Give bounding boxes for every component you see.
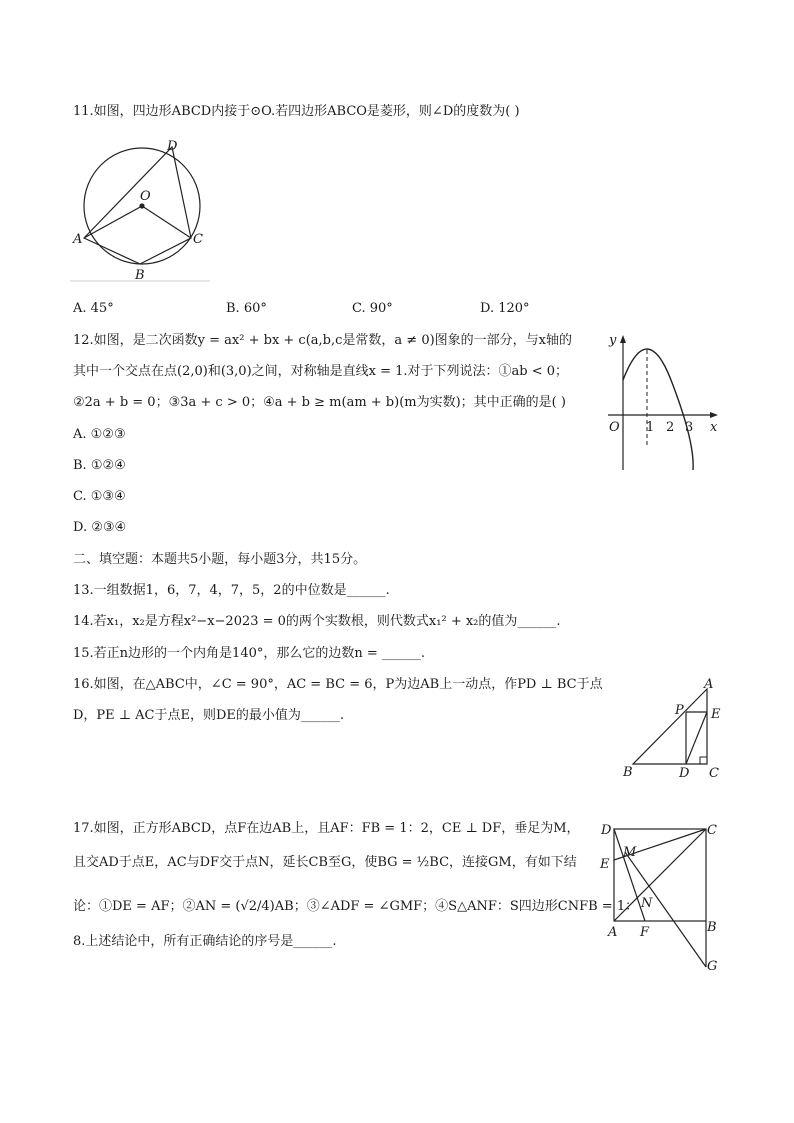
label-b: B: [135, 268, 145, 283]
right-angle-mark: [700, 757, 707, 764]
q14-stem: 14.若x₁，x₂是方程x²−x−2023 = 0的两个实数根，则代数式x₁² + x₂的值为______.: [73, 614, 561, 629]
tick-1: 1: [646, 420, 655, 435]
center-point: [139, 203, 144, 208]
label-m: M: [623, 845, 637, 860]
triangle-abc: [633, 689, 707, 764]
x-axis-arrow: [710, 412, 718, 418]
q17-line2: 且交AD于点E，AC与DF交于点N，延长CB至G，使BG = ½BC，连接GM，有如下结: [73, 855, 577, 870]
y-axis-arrow: [620, 335, 626, 343]
q11-stem: 11.如图，四边形ABCD内接于⊙O.若四边形ABCO是菱形，则∠D的度数为( ): [73, 104, 520, 119]
q12-option-a[interactable]: A. ①②③: [73, 427, 126, 442]
q12-line3: ②2a + b = 0；③3a + c > 0；④a + b ≥ m(am + b)(m为实数)；其中正确的是( ): [73, 395, 566, 410]
q17-line4: 8.上述结论中，所有正确结论的序号是______.: [73, 934, 337, 949]
tick-2: 2: [666, 420, 675, 435]
q12-option-b[interactable]: B. ①②④: [73, 458, 126, 473]
label-e: E: [600, 857, 610, 872]
label-g: G: [707, 959, 718, 973]
label-c: C: [707, 823, 717, 838]
q11-circle-figure: [70, 133, 215, 285]
q13-stem: 13.一组数据1，6，7，4，7，5，2的中位数是______.: [73, 583, 390, 598]
q17-square-figure: [597, 818, 727, 973]
section-2-heading: 二、填空题：本题共5小题，每小题3分，共15分。: [73, 552, 367, 567]
label-origin: O: [609, 420, 620, 435]
q12-line2: 其中一个交点在点(2,0)和(3,0)之间，对称轴是直线x = 1.对于下列说法：①ab < 0；: [73, 364, 569, 379]
q17-line3: 论：①DE = AF；②AN = (√2/4)AB；③∠ADF = ∠GMF；④S△ANF：S四边形CNFB = 1：: [73, 899, 639, 914]
segment-ao: [84, 206, 142, 238]
q15-stem: 15.若正n边形的一个内角是140°，那么它的边数n = ______.: [73, 646, 426, 661]
label-a: A: [704, 677, 714, 692]
label-b: B: [707, 920, 717, 935]
label-o: O: [140, 189, 151, 204]
segment-oc: [142, 206, 191, 238]
label-a: A: [73, 232, 83, 247]
label-c: C: [709, 766, 719, 781]
label-d: D: [167, 139, 178, 154]
q16-triangle-figure: [618, 676, 728, 784]
label-b: B: [623, 765, 633, 780]
tick-3: 3: [685, 420, 694, 435]
label-c: C: [193, 232, 203, 247]
q11-option-a[interactable]: A. 45°: [73, 301, 114, 316]
label-d: D: [679, 766, 690, 781]
q12-option-d[interactable]: D. ②③④: [73, 520, 127, 535]
q12-line1: 12.如图，是二次函数y = ax² + bx + c(a,b,c是常数，a ≠ 0)图象的一部分，与x轴的: [73, 333, 572, 348]
q16-line1: 16.如图，在△ABC中，∠C = 90°，AC = BC = 6，P为边AB上一动点，作PD ⊥ BC于点: [73, 677, 603, 692]
q11-option-b[interactable]: B. 60°: [226, 301, 267, 316]
segment-ac: [614, 829, 706, 921]
label-f: F: [640, 925, 650, 940]
label-x: x: [710, 420, 718, 435]
label-n: N: [641, 896, 653, 911]
label-e: E: [711, 707, 721, 722]
q12-option-c[interactable]: C. ①③④: [73, 489, 126, 504]
q17-line1: 17.如图，正方形ABCD，点F在边AB上，且AF：FB = 1：2，CE ⊥ DF，垂足为M，: [73, 821, 580, 836]
label-a: A: [608, 925, 618, 940]
segment-de: [686, 712, 707, 764]
q11-option-c[interactable]: C. 90°: [352, 301, 393, 316]
q12-parabola-figure: [600, 328, 725, 473]
q16-line2: D，PE ⊥ AC于点E，则DE的最小值为______.: [73, 708, 345, 723]
parabola-curve: [623, 349, 693, 470]
label-d: D: [601, 823, 612, 838]
label-y: y: [609, 333, 617, 348]
q11-option-d[interactable]: D. 120°: [480, 301, 530, 316]
label-p: P: [675, 703, 684, 718]
